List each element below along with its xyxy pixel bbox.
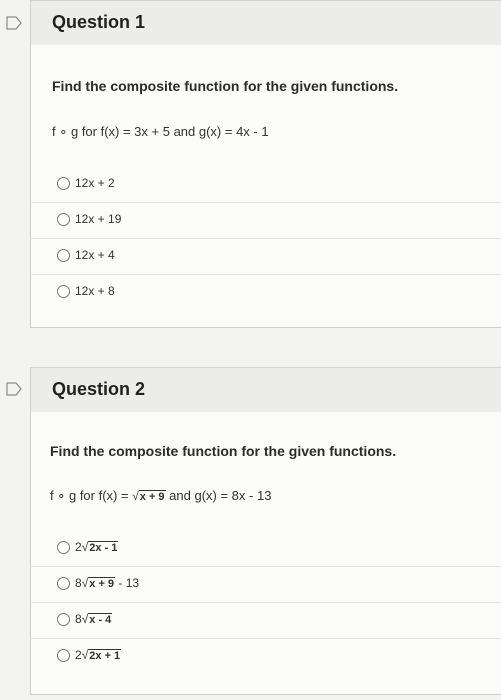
option-label bbox=[75, 648, 121, 662]
option-label bbox=[75, 540, 118, 554]
option-coefficient: 2 bbox=[75, 648, 82, 662]
expression-suffix: and g(x) = 8x - 13 bbox=[165, 488, 272, 503]
option-label: 12x + 2 bbox=[75, 176, 115, 190]
sqrt-expression: √x - 4 bbox=[81, 612, 112, 626]
divider bbox=[30, 694, 501, 695]
question-2-option[interactable] bbox=[30, 566, 501, 603]
radio-button[interactable] bbox=[57, 541, 70, 554]
question-1-option[interactable] bbox=[30, 274, 501, 310]
radio-button[interactable] bbox=[57, 649, 70, 662]
question-2-title: Question 2 bbox=[52, 379, 146, 399]
radio-button[interactable] bbox=[57, 577, 70, 590]
option-label: 12x + 4 bbox=[75, 248, 115, 262]
sqrt-radicand: x + 9 bbox=[139, 491, 165, 503]
option-label bbox=[75, 576, 139, 590]
divider bbox=[30, 327, 501, 328]
radio-button[interactable] bbox=[57, 177, 70, 190]
question-1-option[interactable] bbox=[30, 202, 501, 239]
sqrt-expression: √2x + 1 bbox=[81, 648, 121, 662]
question-2-option[interactable] bbox=[30, 530, 501, 567]
question-2-option[interactable] bbox=[30, 638, 501, 674]
option-coefficient: 8 bbox=[75, 576, 82, 590]
expression-prefix: f ∘ g for f(x) = bbox=[50, 488, 133, 503]
sqrt-radicand: x + 9 bbox=[89, 578, 115, 590]
question-1-option[interactable] bbox=[30, 166, 501, 203]
sqrt-radicand: x - 4 bbox=[89, 614, 112, 626]
question-2-expression bbox=[50, 488, 271, 504]
question-1-title: Question 1 bbox=[52, 12, 146, 32]
sqrt-radicand: 2x - 1 bbox=[89, 542, 118, 554]
question-1-expression: f ∘ g for f(x) = 3x + 5 and g(x) = 4x - 1 bbox=[52, 124, 269, 139]
option-label bbox=[75, 612, 112, 626]
option-suffix: - 13 bbox=[115, 576, 140, 590]
sqrt-expression: √2x - 1 bbox=[81, 540, 118, 554]
radio-button[interactable] bbox=[57, 213, 70, 226]
radio-button[interactable] bbox=[57, 285, 70, 298]
option-coefficient: 8 bbox=[75, 612, 82, 626]
radio-button[interactable] bbox=[57, 249, 70, 262]
option-coefficient: 2 bbox=[75, 540, 82, 554]
flag-icon[interactable] bbox=[6, 16, 22, 30]
question-2-option[interactable] bbox=[30, 602, 501, 639]
question-1-prompt: Find the composite function for the given functions. bbox=[52, 78, 399, 94]
radio-button[interactable] bbox=[57, 613, 70, 626]
question-2-prompt: Find the composite function for the given functions. bbox=[50, 443, 397, 459]
sqrt-expression: √x + 9 bbox=[81, 576, 115, 590]
option-label: 12x + 19 bbox=[75, 212, 122, 226]
sqrt-expression: √x + 9 bbox=[132, 489, 165, 503]
sqrt-radicand: 2x + 1 bbox=[89, 650, 121, 662]
question-1-option[interactable] bbox=[30, 238, 501, 275]
flag-icon[interactable] bbox=[6, 382, 22, 396]
option-label: 12x + 8 bbox=[75, 284, 115, 298]
